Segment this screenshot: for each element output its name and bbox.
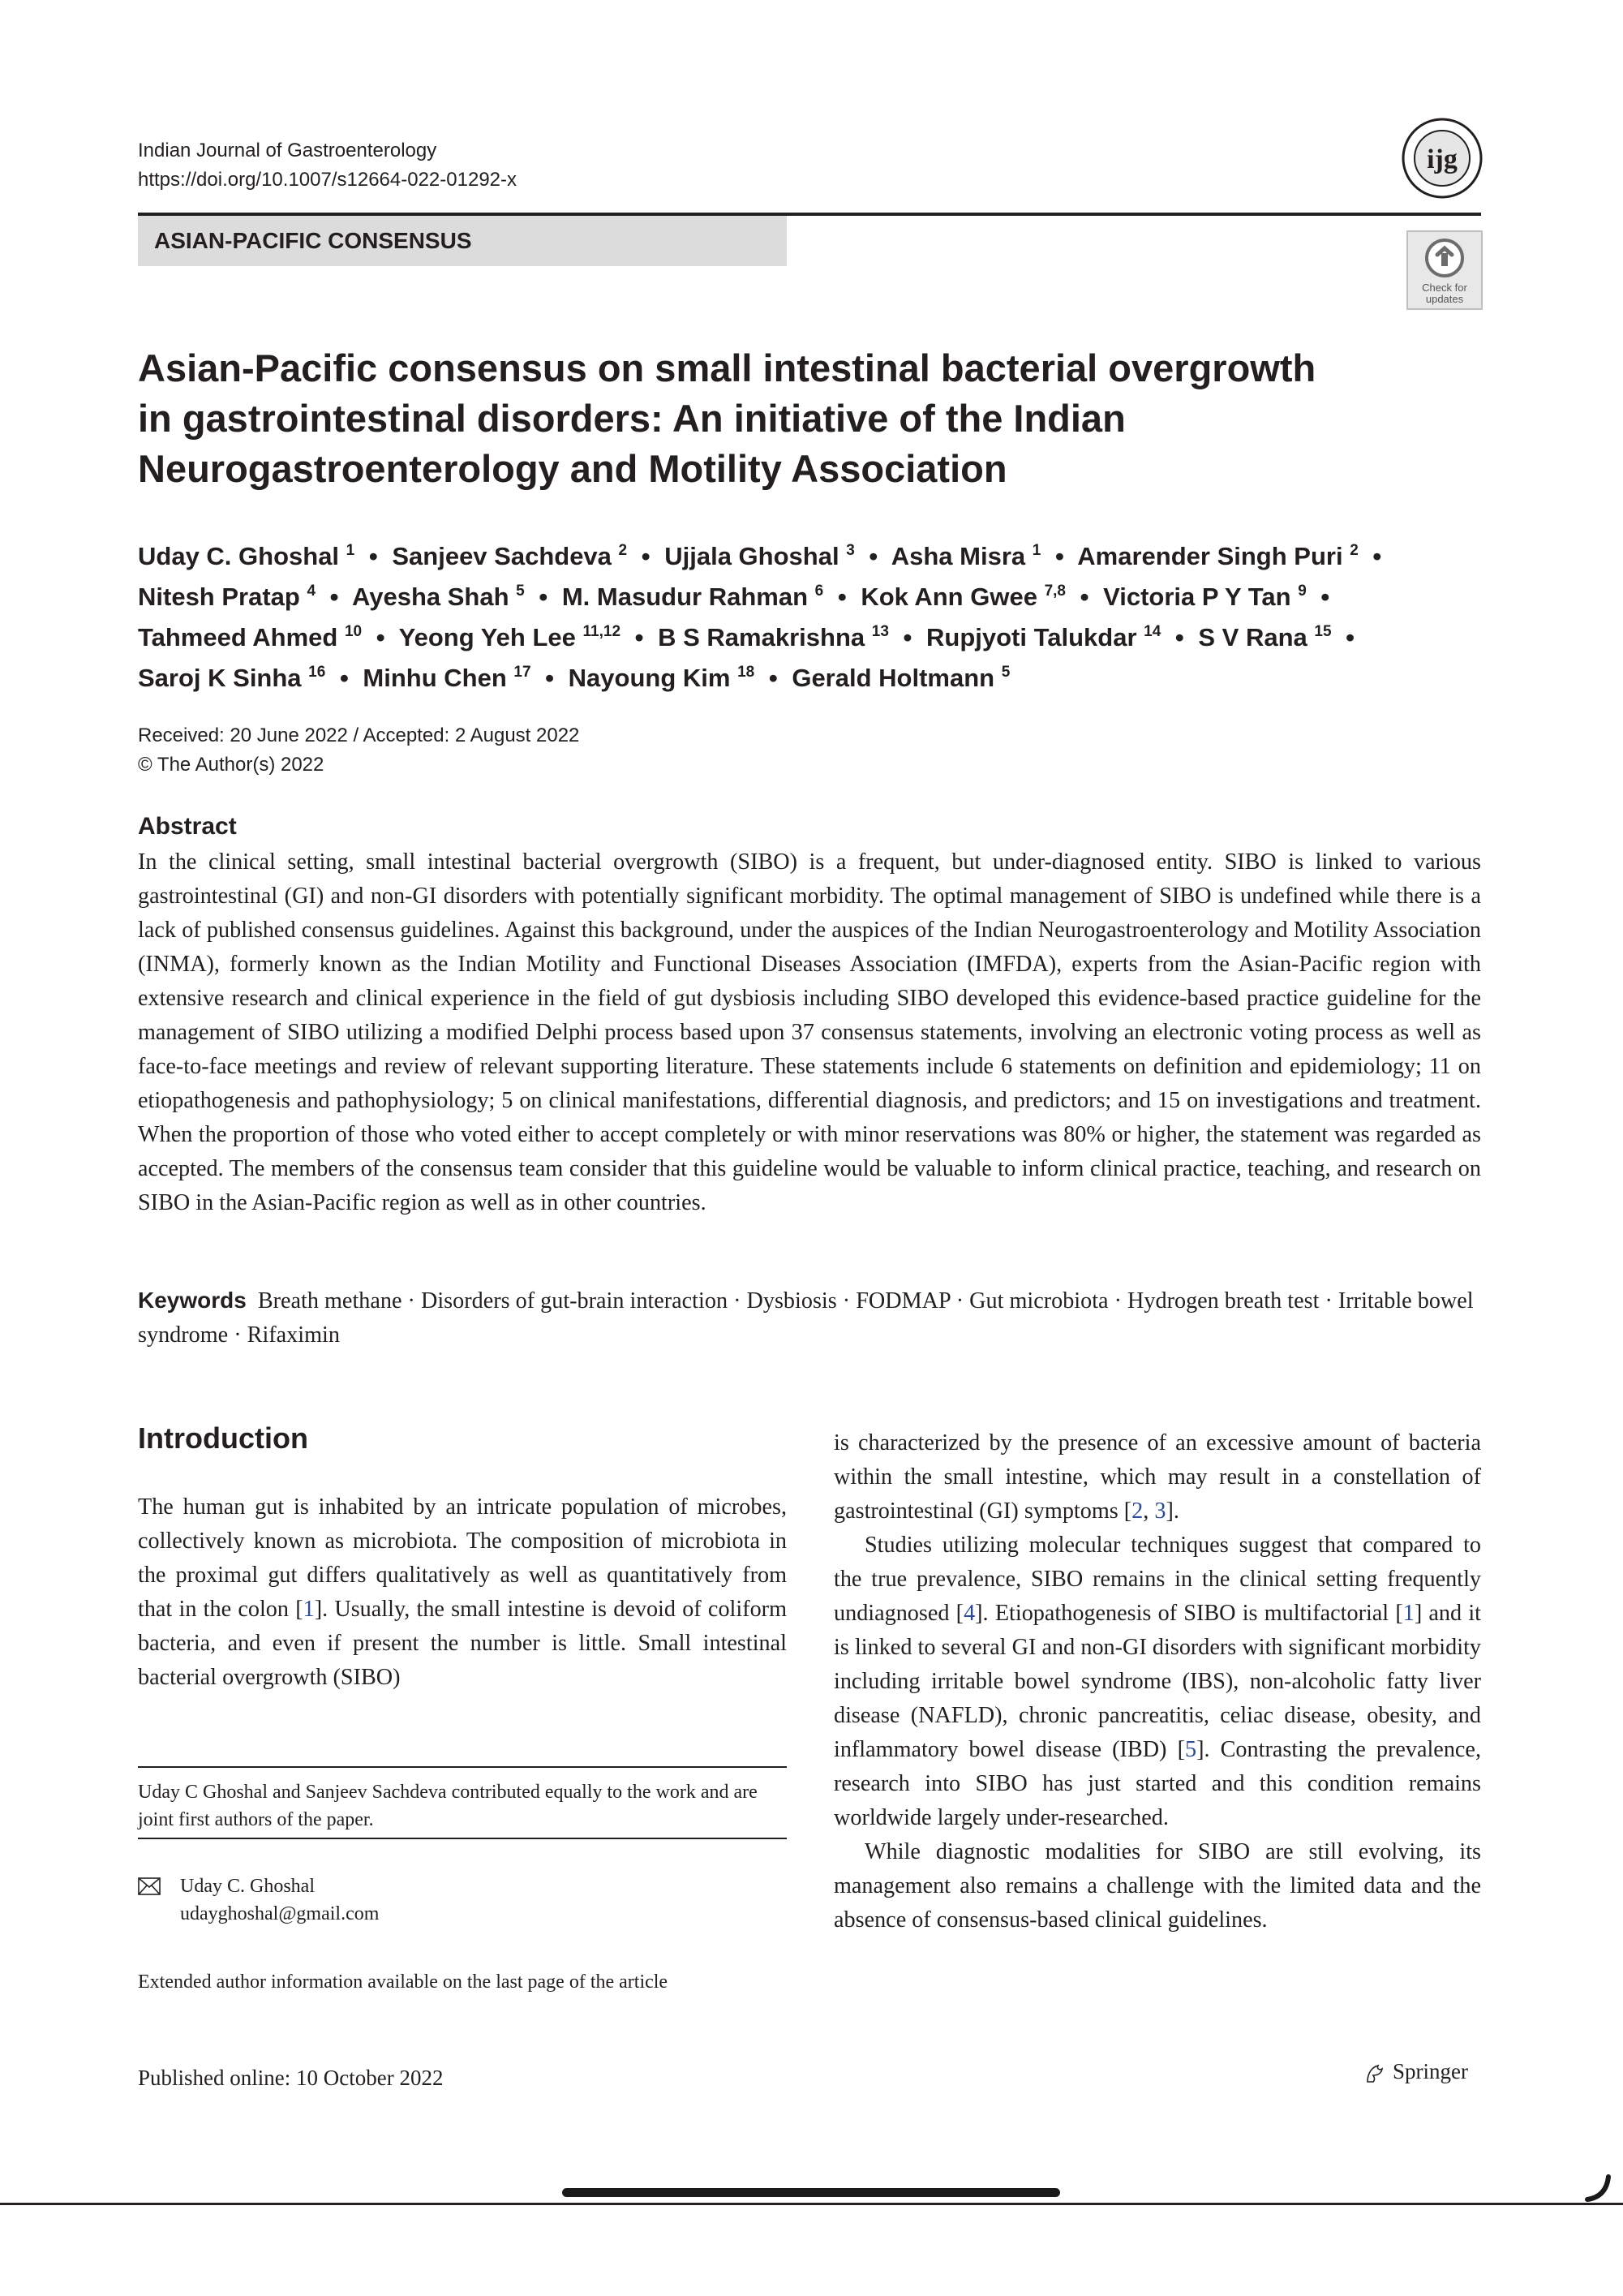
author-separator: • bbox=[329, 583, 339, 611]
author-affiliation: 13 bbox=[871, 623, 889, 640]
corresponding-author bbox=[138, 1872, 379, 1928]
contact-name: Uday C. Ghoshal bbox=[180, 1876, 315, 1897]
check-updates-line2: updates bbox=[1425, 293, 1464, 305]
article-title: Asian-Pacific consensus on small intestinal bacterial overgrowth in gastrointestinal disorders: An initiative of the Indian Neurogastroenterology and Motility Association bbox=[138, 346, 1316, 490]
keywords-label: Keywords bbox=[138, 1288, 247, 1313]
author-affiliation: 15 bbox=[1314, 623, 1332, 640]
author-name-text: Saroj K Sinha bbox=[138, 664, 302, 692]
author-affiliation: 18 bbox=[737, 664, 755, 681]
author-name-text: Ujjala Ghoshal bbox=[664, 542, 839, 570]
author-name[interactable] bbox=[1103, 583, 1307, 611]
author-affiliation: 5 bbox=[516, 583, 525, 600]
author-name[interactable] bbox=[926, 623, 1161, 651]
author-list bbox=[138, 533, 1501, 695]
author-separator: • bbox=[539, 583, 548, 611]
author-affiliation: 11,12 bbox=[582, 623, 621, 640]
intro-right-column bbox=[834, 1426, 1481, 1937]
author-separator: • bbox=[768, 664, 778, 692]
author-name-text: Sanjeev Sachdeva bbox=[392, 542, 612, 570]
author-name[interactable] bbox=[352, 583, 525, 611]
author-affiliation: 17 bbox=[513, 664, 531, 681]
author-affiliation: 3 bbox=[846, 542, 855, 559]
publisher-mark bbox=[1363, 2059, 1468, 2085]
author-separator: • bbox=[641, 542, 650, 570]
author-name[interactable] bbox=[658, 623, 889, 651]
author-separator: • bbox=[634, 623, 644, 651]
equal-contribution-note: Uday C Ghoshal and Sanjeev Sachdeva contributed equally to the work and are joint first authors of the paper. bbox=[138, 1782, 758, 1830]
envelope-icon bbox=[138, 1877, 161, 1895]
citation-link[interactable]: 2 bbox=[1131, 1498, 1144, 1524]
author-name[interactable] bbox=[392, 542, 627, 570]
section-tag: ASIAN-PACIFIC CONSENSUS bbox=[138, 216, 787, 266]
author-separator: • bbox=[545, 664, 555, 692]
keywords bbox=[138, 1283, 1481, 1352]
logo-text: ijg bbox=[1427, 144, 1458, 174]
author-name[interactable] bbox=[1077, 542, 1359, 570]
author-name[interactable] bbox=[399, 623, 620, 651]
author-separator: • bbox=[1346, 623, 1355, 651]
intro-text: is characterized by the presence of an excessive amount of bacteria within the small intestine, which may result in a constellation of gastrointestinal (GI) symptoms [ bbox=[834, 1430, 1481, 1524]
author-name-text: Asha Misra bbox=[891, 542, 1026, 570]
author-name[interactable] bbox=[138, 542, 354, 570]
intro-paragraph: While diagnostic modalities for SIBO are still evolving, its management also remains a challenge with the limited data and the absence of consensus-based clinical guidelines. bbox=[834, 1839, 1481, 1933]
intro-text: ]. Usually, the small intestine is devoid of coliform bacteria, and even if present the number is little. Small intestinal bacterial overgrowth (SIBO) bbox=[138, 1597, 787, 1690]
author-affiliation: 1 bbox=[1032, 542, 1041, 559]
author-name-text: Ayesha Shah bbox=[352, 583, 509, 611]
author-separator: • bbox=[1174, 623, 1184, 651]
author-separator: • bbox=[376, 623, 385, 651]
keywords-text: Breath methane · Disorders of gut-brain interaction · Dysbiosis · FODMAP · Gut microbiota · Hydrogen breath test · Irritable bowel syndrome · Rifaximin bbox=[138, 1288, 1474, 1348]
author-affiliation: 2 bbox=[618, 542, 628, 559]
author-affiliation: 2 bbox=[1350, 542, 1359, 559]
author-separator: • bbox=[1054, 542, 1064, 570]
intro-paragraph bbox=[834, 1529, 1481, 1835]
author-name-text: Amarender Singh Puri bbox=[1077, 542, 1343, 570]
intro-text: ]. Etiopathogenesis of SIBO is multifactorial [ bbox=[975, 1601, 1403, 1626]
author-affiliation: 1 bbox=[346, 542, 355, 559]
author-name-text: Tahmeed Ahmed bbox=[138, 623, 338, 651]
author-name[interactable] bbox=[138, 623, 362, 651]
article-dates bbox=[138, 721, 579, 780]
author-name-text: Victoria P Y Tan bbox=[1103, 583, 1291, 611]
home-indicator[interactable] bbox=[562, 2188, 1060, 2197]
intro-text: ]. Contrasting the prevalence, research into SIBO has just started and this condition remains worldwide largely under-researched. bbox=[834, 1737, 1481, 1830]
citation-link[interactable]: 1 bbox=[303, 1597, 315, 1622]
author-name-text: Kok Ann Gwee bbox=[861, 583, 1037, 611]
author-name[interactable] bbox=[562, 583, 823, 611]
author-name-text: Nayoung Kim bbox=[568, 664, 731, 692]
author-name-text: Gerald Holtmann bbox=[792, 664, 995, 692]
author-name-text: Nitesh Pratap bbox=[138, 583, 300, 611]
intro-text: The human gut is inhabited by an intricate population of microbes, collectively known as microbiota. The composition of microbiota in the proximal gut differs qualitatively as well as quantitatively from that in the colon [ bbox=[138, 1494, 787, 1622]
intro-text: ] and it is linked to several GI and non-GI disorders with significant morbidity including irritable bowel syndrome (IBS), non-alcoholic fatty liver disease (NAFLD), chronic pancreatitis, celiac disease, obesity, and inflammatory bowel disease (IBD) [ bbox=[834, 1601, 1481, 1762]
copyright-line: © The Author(s) 2022 bbox=[138, 754, 324, 776]
author-separator: • bbox=[837, 583, 847, 611]
author-name[interactable] bbox=[138, 583, 316, 611]
contact-email[interactable]: udayghoshal@gmail.com bbox=[180, 1903, 380, 1924]
published-online: Published online: 10 October 2022 bbox=[138, 2066, 444, 2090]
author-name[interactable] bbox=[1198, 623, 1331, 651]
author-separator: • bbox=[1372, 542, 1382, 570]
intro-left-column bbox=[138, 1490, 787, 1695]
author-name-text: Minhu Chen bbox=[363, 664, 507, 692]
author-affiliation: 5 bbox=[1001, 664, 1011, 681]
author-name-text: B S Ramakrishna bbox=[658, 623, 865, 651]
author-affiliation: 6 bbox=[814, 583, 824, 600]
publisher-name: Springer bbox=[1393, 2059, 1468, 2083]
check-updates-line1: Check for bbox=[1422, 282, 1467, 294]
page-curl-icon[interactable] bbox=[1584, 2173, 1613, 2203]
author-affiliation: 14 bbox=[1144, 623, 1161, 640]
extended-info-note: Extended author information available on the last page of the article bbox=[138, 1971, 668, 1993]
citation-link[interactable]: 3 bbox=[1154, 1498, 1166, 1524]
author-name-text: S V Rana bbox=[1198, 623, 1307, 651]
doi-link[interactable]: https://doi.org/10.1007/s12664-022-01292-x bbox=[138, 169, 517, 191]
author-separator: • bbox=[368, 542, 378, 570]
journal-logo bbox=[1400, 116, 1484, 200]
journal-name: Indian Journal of Gastroenterology bbox=[138, 140, 437, 161]
author-name-text: Uday C. Ghoshal bbox=[138, 542, 340, 570]
author-separator: • bbox=[903, 623, 912, 651]
author-name[interactable] bbox=[891, 542, 1041, 570]
author-affiliation: 7,8 bbox=[1044, 583, 1066, 600]
author-affiliation: 10 bbox=[344, 623, 363, 640]
abstract-text: In the clinical setting, small intestinal bacterial overgrowth (SIBO) is a frequent, but under-diagnosed entity. SIBO is linked to various gastrointestinal (GI) and non-GI disorders with potentially significant morbidity. The optimal management of SIBO is undefined while there is a lack of published consensus guidelines. Against this background, under the auspices of the Indian Neurogastroenterology and Motility Association (INMA), formerly known as the Indian Motility and Functional Diseases Association (IMFDA), experts from the Asian-Pacific region with extensive research and clinical experience in the field of gut dysbiosis including SIBO developed this evidence-based practice guideline for the management of SIBO utilizing a modified Delphi process based upon 37 consensus statements, involving an electronic voting process as well as face-to-face meetings and review of relevant supporting literature. These statements include 6 statements on definition and epidemiology; 11 on etiopathogenesis and pathophysiology; 5 on clinical manifestations, differential diagnosis, and predictors; and 15 on investigations and treatment. When the proportion of those who voted either to accept completely or with minor reservations was 80% or higher, the statement was regarded as accepted. The members of the consensus team consider that this guideline would be valuable to inform clinical practice, teaching, and research on SIBO in the Asian-Pacific region as well as in other countries. bbox=[138, 849, 1481, 1215]
citation-link[interactable]: 4 bbox=[964, 1601, 976, 1626]
author-affiliation: 9 bbox=[1298, 583, 1307, 600]
footnote-rule bbox=[138, 1766, 787, 1768]
author-separator: • bbox=[869, 542, 878, 570]
page-bottom-edge bbox=[0, 2203, 1623, 2205]
author-affiliation: 16 bbox=[308, 664, 326, 681]
intro-paragraph bbox=[834, 1426, 1481, 1529]
citation-link[interactable]: 1 bbox=[1402, 1601, 1415, 1626]
author-name-text: Yeong Yeh Lee bbox=[398, 623, 576, 651]
author-name[interactable] bbox=[792, 664, 1010, 692]
introduction-heading: Introduction bbox=[138, 1421, 308, 1455]
intro-text: Studies utilizing molecular techniques suggest that compared to the true prevalence, SIBO remains in the clinical setting frequently undiagnosed [ bbox=[834, 1533, 1481, 1626]
author-separator: • bbox=[1080, 583, 1089, 611]
springer-horse-icon bbox=[1363, 2062, 1386, 2085]
received-accepted: Received: 20 June 2022 / Accepted: 2 August 2022 bbox=[138, 724, 580, 746]
check-for-updates-icon[interactable] bbox=[1406, 230, 1483, 310]
author-separator: • bbox=[339, 664, 349, 692]
author-name[interactable] bbox=[569, 664, 755, 692]
author-name[interactable] bbox=[861, 583, 1066, 611]
author-affiliation: 4 bbox=[307, 583, 316, 600]
author-name[interactable] bbox=[363, 664, 530, 692]
footnote-rule bbox=[138, 1838, 787, 1839]
abstract-heading: Abstract bbox=[138, 813, 237, 840]
author-name[interactable] bbox=[664, 542, 855, 570]
citation-link[interactable]: 5 bbox=[1184, 1737, 1197, 1762]
author-name[interactable] bbox=[138, 664, 325, 692]
author-separator: • bbox=[1320, 583, 1330, 611]
author-name-text: Rupjyoti Talukdar bbox=[926, 623, 1137, 651]
journal-header bbox=[138, 136, 517, 195]
intro-text: , bbox=[1143, 1498, 1155, 1524]
author-name-text: M. Masudur Rahman bbox=[561, 583, 809, 611]
intro-text: ]. bbox=[1166, 1498, 1179, 1524]
